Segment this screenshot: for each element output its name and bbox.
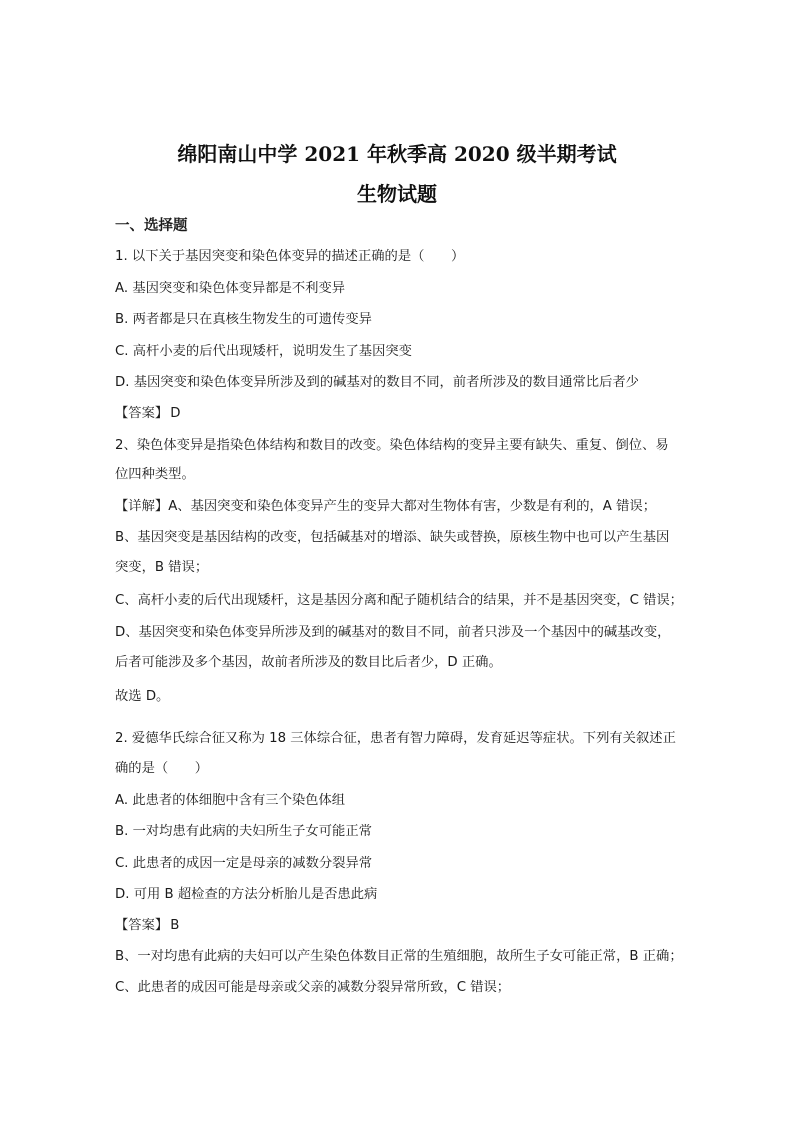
detail-text: A、基因突变和染色体变异产生的变异大都对生物体有害，少数是有利的，A 错误； (168, 499, 656, 514)
question-2-option-d: D. 可用 B 超检查的方法分析胎儿是否患此病 (115, 887, 378, 902)
question-1-detail-line (115, 498, 698, 516)
question-1-detail-line: 后者可能涉及多个基因，故前者所涉及的数目比后者少，D 正确。 (115, 655, 502, 670)
question-1-option-d: D. 基因突变和染色体变异所涉及到的碱基对的数目不同，前者所涉及的数目通常比后者少 (115, 375, 639, 390)
question-2-option-a: A. 此患者的体细胞中含有三个染色体组 (115, 793, 346, 808)
question-1-analysis-line: 2、染色体变异是指染色体结构和数目的改变。染色体结构的变异主要有缺失、重复、倒位、易 (115, 438, 669, 453)
answer-value: D (170, 406, 181, 421)
document-subtitle: 生物试题 (357, 182, 437, 206)
question-1-conclusion: 故选 D。 (115, 689, 170, 704)
detail-label: 【详解】 (115, 499, 169, 514)
question-2-stem: 确的是（ ） (115, 761, 209, 776)
question-2-detail-line: C、此患者的成因可能是母亲或父亲的减数分裂异常所致，C 错误； (115, 980, 511, 995)
question-1-detail-line: B、基因突变是基因结构的改变，包括碱基对的增添、缺失或替换，原核生物中也可以产生基因 (115, 530, 670, 545)
question-1-option-b: B. 两者都是只在真核生物发生的可遗传变异 (115, 312, 372, 327)
question-2-option-c: C. 此患者的成因一定是母亲的减数分裂异常 (115, 856, 373, 871)
answer-value: B (170, 918, 180, 933)
question-1-analysis-line: 位四种类型。 (115, 467, 195, 482)
question-1-detail-line: 突变，B 错误； (115, 560, 209, 575)
question-2-stem: 2. 爱德华氏综合征又称为 18 三体综合征，患者有智力障碍，发育延迟等症状。下列有关叙述正 (115, 731, 676, 746)
question-1-option-c: C. 高杆小麦的后代出现矮杆，说明发生了基因突变 (115, 344, 412, 359)
answer-label: 【答案】 (115, 406, 169, 421)
answer-label: 【答案】 (115, 918, 169, 933)
question-1-answer (115, 405, 698, 423)
question-2-option-b: B. 一对均患有此病的夫妇所生子女可能正常 (115, 824, 372, 839)
question-1-stem: 1. 以下关于基因突变和染色体变异的描述正确的是（ ） (115, 249, 465, 264)
document-title: 绵阳南山中学 2021 年秋季高 2020 级半期考试 (177, 142, 617, 166)
section-heading: 一、选择题 (115, 218, 188, 234)
question-1-detail-line: C、高杆小麦的后代出现矮杆，这是基因分离和配子随机结合的结果，并不是基因突变，C 错误； (115, 593, 683, 608)
question-2-detail-line: B、一对均患有此病的夫妇可以产生染色体数目正常的生殖细胞，故所生子女可能正常，B 正确； (115, 949, 683, 964)
question-1-detail-line: D、基因突变和染色体变异所涉及到的碱基对的数目不同，前者只涉及一个基因中的碱基改变， (115, 625, 671, 640)
question-1-option-a: A. 基因突变和染色体变异都是不利变异 (115, 281, 346, 296)
question-2-answer (115, 917, 698, 935)
